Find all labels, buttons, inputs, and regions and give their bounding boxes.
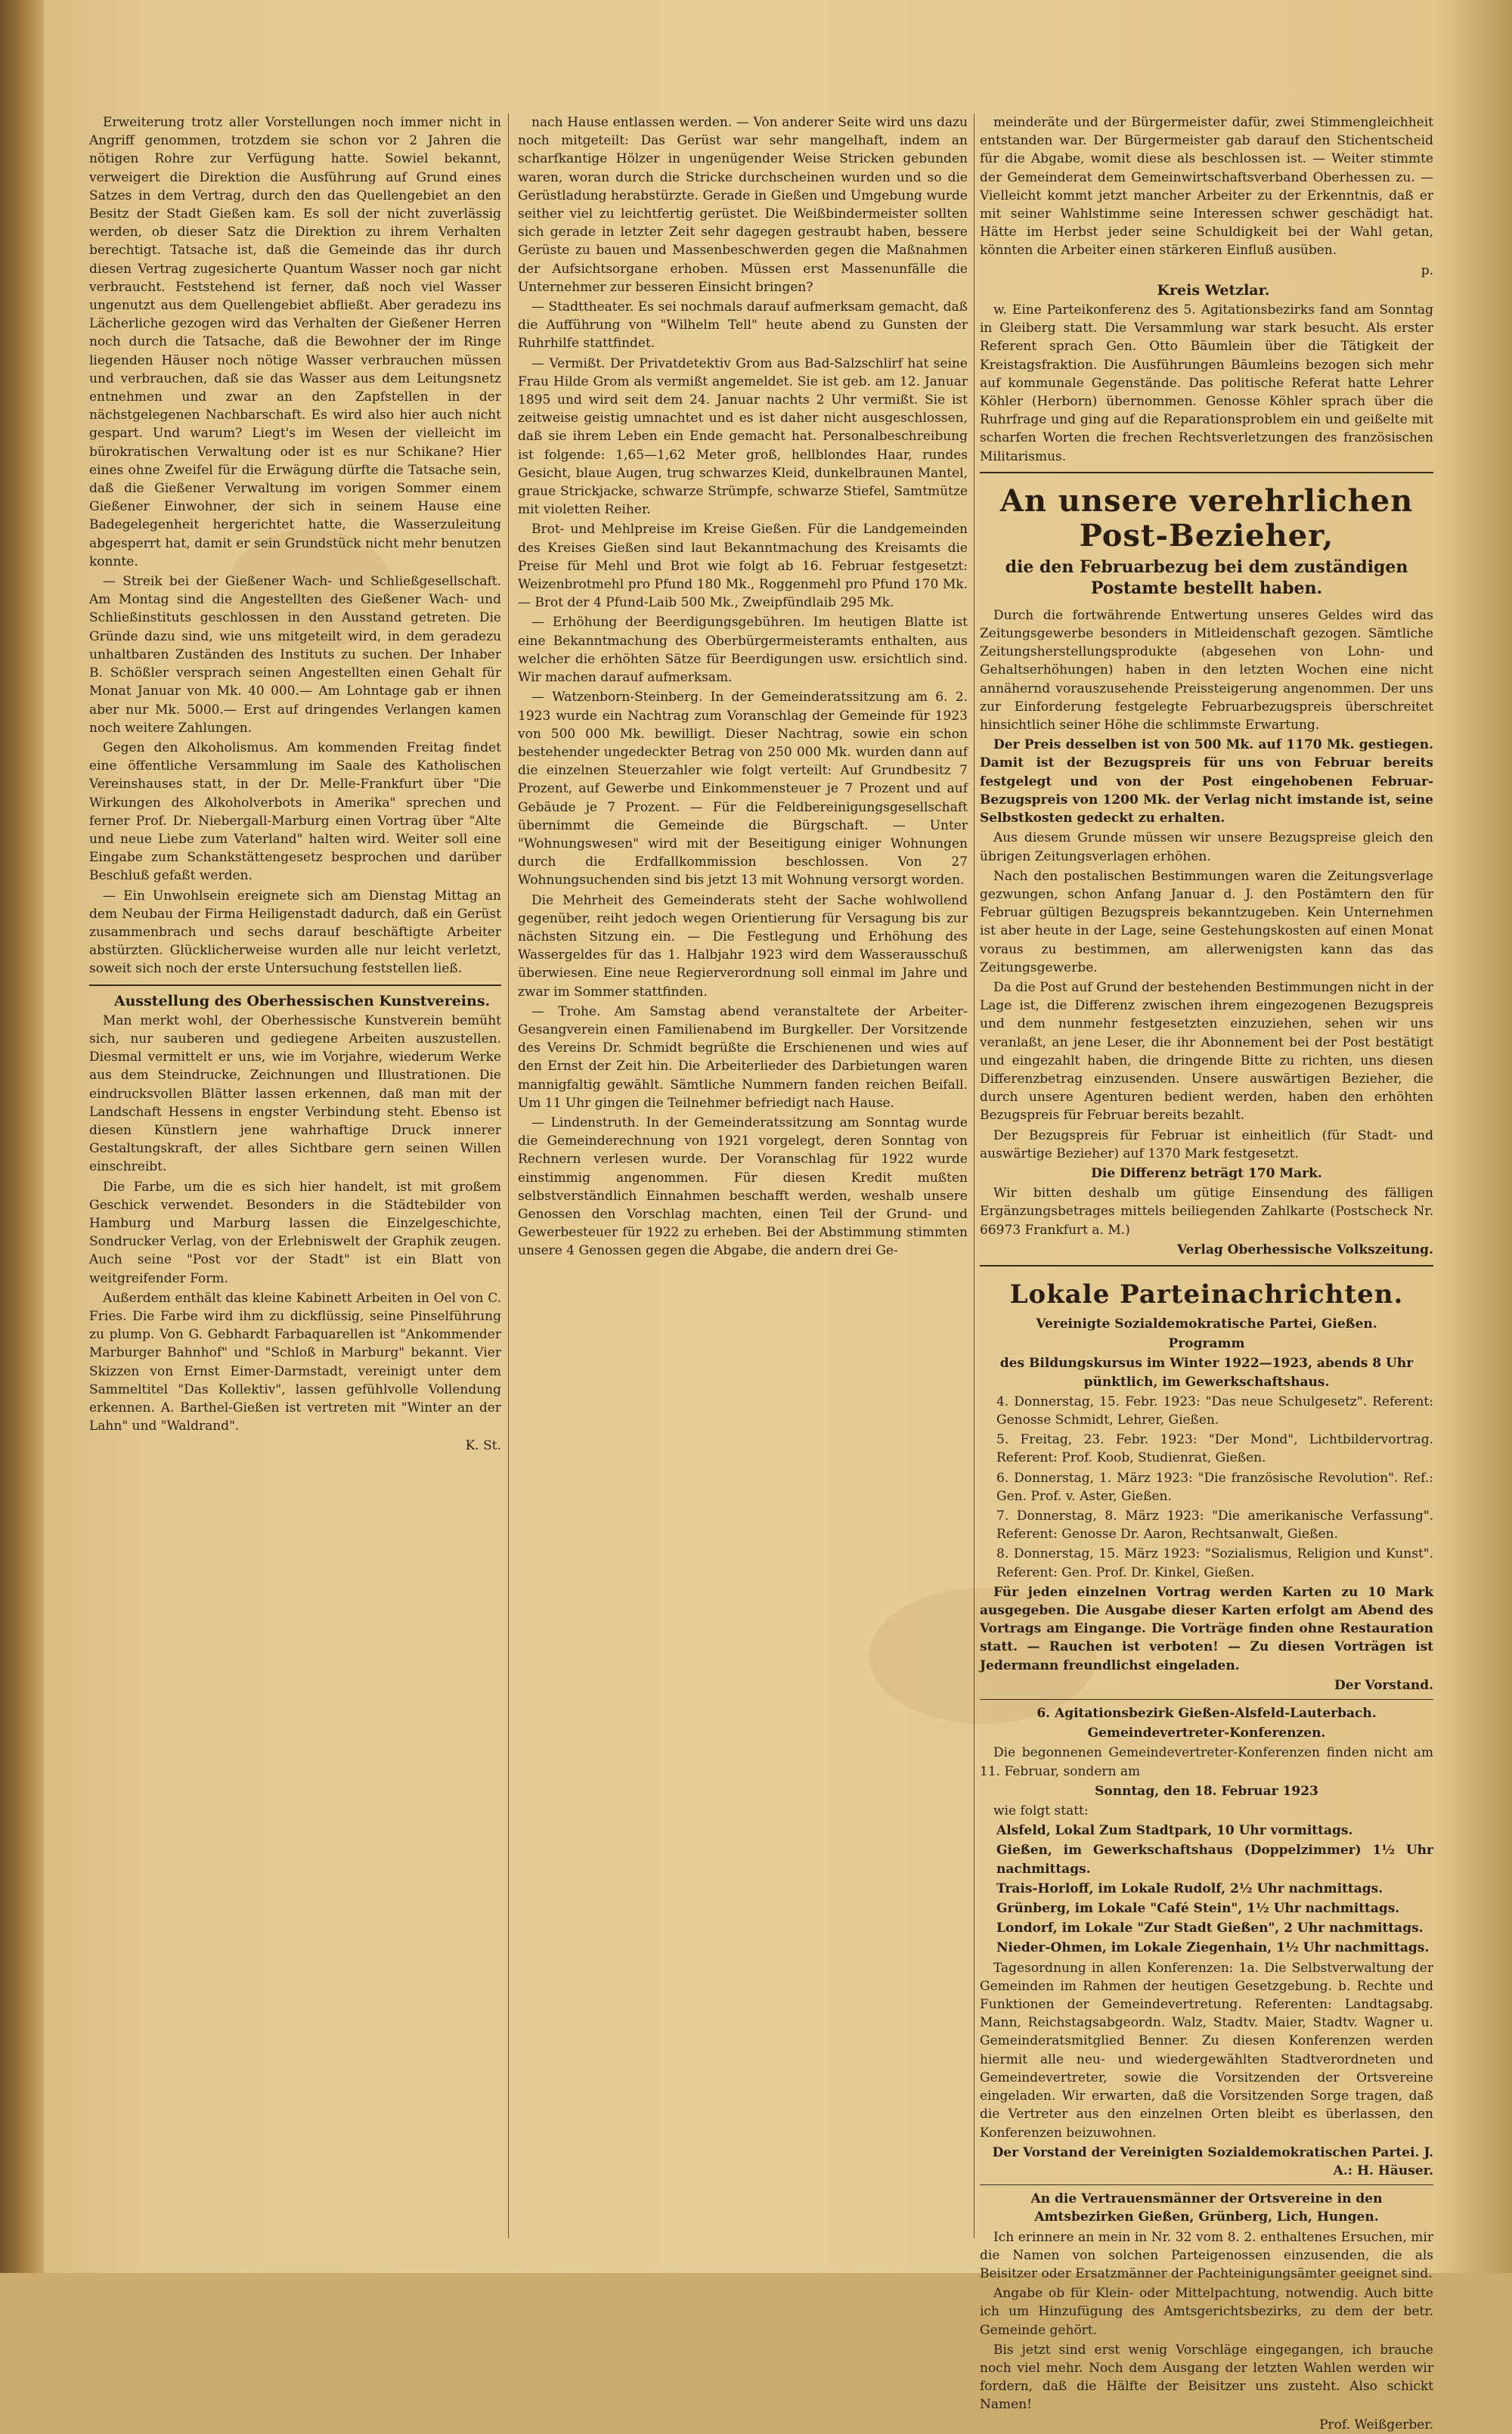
binding-edge (0, 0, 44, 2273)
article-signature: p. (1421, 262, 1433, 278)
district-place: Trais-Horloff, im Lokale Rudolf, 2½ Uhr nachmittags. (996, 1881, 1383, 1896)
notice-paragraph: Der Bezugspreis für Februar ist einheitlich (für Stadt- und auswärtige Bezieher) auf 1370 Mark festgesetzt. (980, 1127, 1433, 1161)
section-divider (980, 2184, 1433, 2185)
article-paragraph: Brot- und Mehlpreise im Kreise Gießen. Für die Landgemeinden des Kreises Gießen sind laut Bekanntmachung des Kreisamts die Preise für Mehl und Brot wie folgt ab 16. Februar festgesetzt: Weizenbrotmehl pro Pfund 180 Mk., Roggenmehl pro Pfund 170 Mk. — Brot der 4 Pfund-Laib 500 Mk., Zweipfündlaib 295 Mk. (518, 522, 968, 611)
exhibit-title: Ausstellung des Oberhessischen Kunstvereins. (113, 992, 491, 1009)
notice-paragraph: Da die Post auf Grund der bestehenden Bestimmungen nicht in der Lage ist, die Differenz zwischen ihrem eingezogenen Bezugspreis und dem nunmehr festgesetzten einzuziehen, sehen wir uns veranlaßt, an jene Leser, die ihr Abonnement bei der Post bestätigt und eingezahlt haben, die dringende Bitte zu richten, uns diesen Differenzbetrag einzusenden. Unsere auswärtigen Bezieher, die durch unsere Agenturen bedient werden, haben den erhöhten Bezugspreis für Februar bereits bezahlt. (980, 979, 1433, 1124)
program-label: Programm (1168, 1336, 1245, 1352)
article-paragraph: — Streik bei der Gießener Wach- und Schließgesellschaft. Am Montag sind die Angestellten des Gießener Wach- und Schließinstituts geschlossen in den Ausstand getreten. Die Gründe dazu sind, wie uns mitgeteilt wird, in dem geradezu unhaltbaren Zuständen des Instituts zu suchen. Der Inhaber B. Schößler versprach seinen Angestellten einen Gehalt für Monat Januar von Mk. 40 000.— Am Lohntage gab er ihnen aber nur Mk. 5000.— Erst auf dringendes Verlangen kamen noch weitere Zahlungen. (89, 574, 501, 736)
notice-difference: Die Differenz beträgt 170 Mark. (1091, 1165, 1322, 1181)
notice-paragraph: Aus diesem Grunde müssen wir unsere Bezugspreise gleich den übrigen Zeitungsverlagen erhöhen. (980, 830, 1433, 864)
section-divider (980, 1699, 1433, 1700)
section-divider (980, 472, 1433, 473)
article-paragraph: Die Mehrheit des Gemeinderats steht der Sache wohlwollend gegenüber, reiht jedoch wegen Orientierung für Versagung bis zur nächsten Sitzung ein. — Die Festlegung und Erhöhung des Wassergeldes für das 1. Halbjahr 1923 wird dem Wasserausschuß überwiesen. Eine neue Regierverordnung soll einmal im Jahre und zwar im Sommer stattfinden. (518, 892, 968, 1000)
local-party-title: Lokale Parteinachrichten. (1009, 1279, 1404, 1310)
notice-paragraph: Durch die fortwährende Entwertung unseres Geldes wird das Zeitungsgewerbe besonders in Mitleidenschaft gezogen. Sämtliche Zeitungsherstellungsprodukte (abgesehen von Lohn- und Gehaltserhöhungen) haben in den letzten Wochen eine nicht annähernd vorauszusehende Preissteigerung angenommen. Der uns zur Einforderung festgelegte Februarbezugspreis überschreitet hinsichtlich seiner Höhe die schlimmste Erwartung. (980, 607, 1433, 733)
district-places-label: wie folgt statt: (993, 1803, 1089, 1819)
section-divider (89, 984, 501, 986)
program-item: 4. Donnerstag, 15. Febr. 1923: "Das neue Schulgesetz". Referent: Genosse Schmidt, Lehrer, Gießen. (996, 1394, 1433, 1428)
program-intro: des Bildungskursus im Winter 1922—1923, abends 8 Uhr pünktlich, im Gewerkschaftshaus. (999, 1356, 1414, 1390)
program-item: 7. Donnerstag, 8. März 1923: "Die amerikanische Verfassung". Referent: Genosse Dr. Aaron, Rechtsanwalt, Gießen. (996, 1508, 1433, 1543)
article-paragraph: — Stadttheater. Es sei nochmals darauf aufmerksam gemacht, daß die Aufführung von "Wilhelm Tell" heute abend zu Gunsten der Ruhrhilfe stattfindet. (518, 299, 968, 352)
article-paragraph: meinderäte und der Bürgermeister dafür, zwei Stimmengleichheit entstanden war. Der Bürgermeister gab darauf den Stichentscheid für die Abgabe, womit diese als beschlossen ist. — Weiter stimmte der Gemeinderat dem Gemeinwirtschaftsverband Oberhessen zu. — Vielleicht kommt jetzt mancher Arbeiter zu der Erkenntnis, daß er mit seiner Wahlstimme seine Interessen schwer geschädigt hat. Hätte im Herbst jeder seine Schuldigkeit bei der Wahl getan, könnten die Arbeiter einen stärkeren Einfluß ausüben. (980, 115, 1433, 259)
district-place: Alsfeld, Lokal Zum Stadtpark, 10 Uhr vormittags. (996, 1823, 1353, 1839)
district-place: Nieder-Ohmen, im Lokale Ziegenhain, 1½ Uhr nachmittags. (996, 1940, 1430, 1956)
notice-signature: Verlag Oberhessische Volkszeitung. (1176, 1242, 1433, 1257)
trustees-signature: Prof. Weißgerber. (1319, 2417, 1433, 2432)
article-paragraph: nach Hause entlassen werden. — Von anderer Seite wird uns dazu noch mitgeteilt: Das Gerüst war sehr mangelhaft, indem an scharfkantige Hölzer in ungenügender Weise Stricken gebunden waren, woran durch die Stricke durchscheinen wurden und so die Gerüstladung herabstürzte. Gerade in Gießen und Umgebung wurde seither viel zu leichtfertig gerüstet. Die Weißbindermeister sollten sich gerade in letzter Zeit sehr dagegen gestraubt haben, bessere Gerüste zu bauen und Massenbeschwerden gegen die Maßnahmen der Aufsichtsorgane erhoben. Müssen erst Massenunfälle die Unternehmer zur besseren Einsicht bringen? (518, 115, 968, 295)
trustees-paragraph: Bis jetzt sind erst wenig Vorschläge eingegangen, ich brauche noch viel mehr. Noch dem Ausgang der letzten Wahlen werden wir fordern, daß die Hälfte der Beisitzer uns zusteht. Also schickt Namen! (980, 2342, 1433, 2413)
district-title: 6. Agitationsbezirk Gießen-Alsfeld-Lauterbach. (1036, 1706, 1377, 1722)
exhibit-signature: K. St. (465, 1438, 501, 1454)
notice-title: An unsere verehrlichen Post-Bezieher, (999, 482, 1414, 553)
article-paragraph: Gegen den Alkoholismus. Am kommenden Freitag findet eine öffentliche Versammlung im Saale des Katholischen Vereinshauses statt, in der Dr. Melle-Frankfurt über "Die Wirkungen des Alkoholverbots in Amerika" sprechen und ferner Prof. Dr. Niebergall-Marburg einen Vortrag über "Alte und neue Liebe zum Vaterland" halten wird. Weiter soll eine Eingabe zum Schankstättengesetz besprochen und darüber Beschluß gefaßt werden. (89, 740, 501, 884)
notice-paragraph: Der Preis desselben ist von 500 Mk. auf 1170 Mk. gestiegen. Damit ist der Bezugspreis für uns von Februar bereits festgelegt und von der Post eingehobenen Februar-Bezugspreis von 1200 Mk. der Verlag nicht imstande ist, seine Selbstkosten gedeckt zu erhalten. (980, 737, 1433, 826)
trustees-title: An die Vertrauensmänner der Ortsvereine in den Amtsbezirken Gießen, Grünberg, Lich, Hungen. (1030, 2191, 1383, 2225)
article-paragraph: — Ein Unwohlsein ereignete sich am Dienstag Mittag an dem Neubau der Firma Heiligenstadt dadurch, daß ein Gerüst zusammenbrach und sechs darauf beschäftigte Arbeiter abstürzten. Glücklicherweise wurden alle nur leicht verletzt, soweit sich noch der erste Untersuchung feststellen ließ. (89, 888, 501, 977)
column-right (980, 113, 1433, 2432)
article-paragraph: — Watzenborn-Steinberg. In der Gemeinderatssitzung am 6. 2. 1923 wurde ein Nachtrag zum Voranschlag der Gemeinde für 1923 von 500 000 Mk. bewilligt. Dieser Nachtrag, sowie ein schon bestehender ungedeckter Betrag von 250 000 Mk. wurden dann auf die einzelnen Steuerzahler wie folgt verteilt: Auf Grundbesitz 7 Prozent, auf Gewerbe und Einkommensteuer je 7 Prozent und auf Gebäude je 7 Prozent. — Für die Feldbereinigungsgesellschaft übernimmt die Gemeinde die Bürgschaft. — Unter "Wohnungswesen" wird mit der Beseitigung einiger Wohnungen durch die Erdfallkommission beschlossen. Von 27 Wohnungsuchenden sind bis jetzt 13 mit Wohnung versorgt worden. (518, 690, 968, 888)
notice-paragraph: Wir bitten deshalb um gütige Einsendung des fälligen Ergänzungsbetrages mittels beiliegenden Zahlkarte (Postscheck Nr. 66973 Frankfurt a. M.) (980, 1186, 1433, 1238)
article-paragraph: w. Eine Parteikonferenz des 5. Agitationsbezirks fand am Sonntag in Gleiberg statt. Die Versammlung war stark besucht. Als erster Referent sprach Gen. Otto Bäumlein über die Tätigkeit der Kreistagsfraktion. Die Ausführungen Bäumleins bezogen sich mehr auf kommunale Gegenstände. Das politische Referat hatte Lehrer Köhler (Herborn) übernommen. Genosse Köhler sprach über die Ruhrfrage und ging auf die Reparationsproblem ein und geißelte mit scharfen Worten die frechen Rechtsverletzungen des französischen Militarismus. (980, 302, 1433, 464)
article-paragraph: — Erhöhung der Beerdigungsgebühren. Im heutigen Blatte ist eine Bekanntmachung des Oberbürgermeisteramts enthalten, aus welcher die erhöhten Sätze für Beerdigungen usw. ersichtlich sind. Wir machen darauf aufmerksam. (518, 615, 968, 686)
article-paragraph: Man merkt wohl, der Oberhessische Kunstverein bemüht sich, nur sauberen und gediegene Arbeiten auszustellen. Diesmal vermittelt er uns, wie im Vorjahre, wiederum Werke aus dem Steindrucke, Zeichnungen und Illustrationen. Die eindrucksvollen Blätter lassen erkennen, daß man mit der Landschaft Hessens in engster Verbindung steht. Ebenso ist diesen Künstlern jene wahrhaftige Druck innerer Gestaltungskraft, der alles Sichtbare gern seinen Willen einschreibt. (89, 1012, 501, 1175)
section-heading-wetzlar: Kreis Wetzlar. (1157, 281, 1270, 299)
column-left (89, 113, 501, 2243)
district-subtitle: Gemeindevertreter-Konferenzen. (1087, 1726, 1326, 1741)
column-middle (518, 113, 968, 2243)
program-item: 8. Donnerstag, 15. März 1923: "Sozialismus, Religion und Kunst". Referent: Gen. Prof. Dr. Kinkel, Gießen. (996, 1546, 1433, 1580)
program-note: Für jeden einzelnen Vortrag werden Karten zu 10 Mark ausgegeben. Die Ausgabe dieser Karten erfolgt am Abend des Vortrags am Eingange. Die Vorträge finden ohne Restauration statt. — Rauchen ist verboten! — Zu diesen Vorträgen ist Jedermann freundlichst eingeladen. (980, 1584, 1433, 1673)
column-rule (508, 113, 509, 2238)
notice-paragraph: Nach den postalischen Bestimmungen waren die Zeitungsverlage gezwungen, schon Anfang Januar d. J. den Postämtern den für Februar gültigen Bezugspreis bekanntzugeben. Kein Unternehmen ist aber heute in der Lage, seine Gestehungskosten auf einen Monat voraus zu bestimmen, am allerwenigsten kann das das Zeitungsgewerbe. (980, 868, 1433, 975)
trustees-paragraph: Angabe ob für Klein- oder Mittelpachtung, notwendig. Auch bitte ich um Hinzufügung des Amtsgerichtsbezirks, zu dem der betr. Gemeinde gehört. (980, 2286, 1433, 2338)
article-paragraph: — Trohe. Am Samstag abend veranstaltete der Arbeiter-Gesangverein einen Familienabend im Burgkeller. Der Vorsitzende des Vereins Dr. Schmidt begrüßte die Erschienenen und wies auf den Ernst der Zeit hin. Die Arbeiterlieder des Darbietungen waren mannigfaltig gewählt. Sämtliche Nummern fanden reichen Beifall. Um 11 Uhr gingen die Teilnehmer befriedigt nach Hause. (518, 1003, 968, 1111)
section-divider (980, 1265, 1433, 1267)
article-paragraph: Erweiterung trotz aller Vorstellungen noch immer nicht in Angriff genommen, trotzdem sie schon vor 2 Jahren die nötigen Rohre zur Verfügung hatte. Sowiel bekannt, verweigert die Direktion die Ausführung auf Grund eines Satzes in dem Vertrag, durch den das Quellengebiet an den Besitz der Stadt Gießen kam. Es soll der nicht zuverlässig werden, ob dieser Satz die Direktion zu ihrem Verhalten berechtigt. Tatsache ist, daß die Gemeinde das ihr durch diesen Vertrag zugesicherte Quantum Wasser noch gar nicht verbraucht. Feststehend ist ferner, daß noch viel Wasser ungenutzt aus dem Quellengebiet abfließt. Aber geradezu ins Lächerliche gezogen wird das Verhalten der Gießener Herren noch durch die Tatsache, daß die Bewohner der im Ringe liegenden Häuser noch nötige Wasser verbrauchen müssen und verbrauchen, daß sie das Wasser aus dem Leitungsnetz entnehmen und zwar an den Zapfstellen in der nächstgelegenen Nachbarschaft. Es wird also hier auch nicht gespart. Und warum? Liegt's im Wesen der vielleicht im bürokratischen Verwaltung oder ist es nur Schikane? Hier eines ohne Zweifel für die Erwägung dürfte die Tatsache sein, daß die Gießener Verwaltung im vorigen Sommer einem Gießener Einwohner, der sich in seinem Hause eine Badegelegenheit hergerichtet hatte, die Wasserzuleitung abgesperrt hat, damit er sein Grundstück nicht mehr benutzen konnte. (89, 115, 501, 569)
trustees-paragraph: Ich erinnere an mein in Nr. 32 vom 8. 2. enthaltenes Ersuchen, mir die Namen von solchen Parteigenossen einzusenden, die als Beisitzer oder Ersatzmänner der Pachteinigungsämter geeignet sind. (980, 2229, 1433, 2281)
article-paragraph: — Vermißt. Der Privatdetektiv Grom aus Bad-Salzschlirf hat seine Frau Hilde Grom als vermißt angemeldet. Sie ist geb. am 12. Januar 1895 und wird seit dem 24. Januar nachts 2 Uhr vermißt. Sie ist zeitweise geistig umnachtet und es ist daher nicht ausgeschlossen, daß sie ihrem Leben ein Ende gemacht hat. Personalbeschreibung ist folgende: 1,65—1,62 Meter groß, hellblondes Haar, rundes Gesicht, blaue Augen, trug schwarzes Kleid, dunkelbraunen Mantel, graue Strickjacke, schwarze Strümpfe, schwarze Stiefel, Samtmütze mit violetten Reiher. (518, 355, 968, 518)
district-place: Gießen, im Gewerkschaftshaus (Doppelzimmer) 1½ Uhr nachmittags. (996, 1843, 1433, 1877)
district-intro: Die begonnenen Gemeindevertreter-Konferenzen finden nicht am 11. Februar, sondern am (980, 1745, 1433, 1779)
district-place: Grünberg, im Lokale "Café Stein", 1½ Uhr nachmittags. (996, 1901, 1400, 1917)
program-item: 6. Donnerstag, 1. März 1923: "Die französische Revolution". Ref.: Gen. Prof. v. Aster, Gießen. (996, 1470, 1433, 1504)
district-date: Sonntag, den 18. Februar 1923 (1095, 1783, 1318, 1799)
district-agenda: Tagesordnung in allen Konferenzen: 1a. Die Selbstverwaltung der Gemeinden im Rahmen der heutigen Gesetzgebung. b. Rechte und Funktionen der Gemeindevertretung. Referenten: Landtagsabg. Mann, Reichstagsabgeordn. Walz, Stadtv. Maier, Stadtv. Wagner u. Gemeinderatsmitglied Benner. Zu diesen Konferenzen werden hiermit alle neu- und wiedergewählten Stadtverordneten und Gemeindevertreter, sowie die Vorsitzenden der Ortsvereine eingeladen. Wir erwarten, daß die Vorsitzenden Sorge tragen, daß die Vertreter aus den einzelnen Orten bleibt es überlassen, den Konferenzen beizuwohnen. (980, 1960, 1433, 2141)
article-paragraph: Außerdem enthält das kleine Kabinett Arbeiten in Oel von C. Fries. Die Farbe wird ihm zu dickflüssig, seine Pinselführung zu plump. Von G. Gebhardt Farbaquarellen ist "Ankommender Marburger Bahnhof" und "Schloß in Marburg" bekannt. Vier Skizzen von Ernst Eimer-Darmstadt, vereinigt unter dem Sammeltitel "Das Kollektiv", lassen gefühlvolle Vollendung erkennen. A. Barthel-Gießen ist vertreten mit "Winter an der Lahn" und "Waldrand". (89, 1290, 501, 1434)
notice-subtitle: die den Februarbezug bei dem zuständigen Postamte bestellt haben. (1005, 557, 1408, 598)
program-signature: Der Vorstand. (1334, 1677, 1433, 1693)
local-party-subtitle: Vereinigte Sozialdemokratische Partei, Gießen. (1036, 1316, 1377, 1332)
program-item: 5. Freitag, 23. Febr. 1923: "Der Mond", Lichtbildervortrag. Referent: Prof. Koob, Studienrat, Gießen. (996, 1432, 1433, 1466)
district-place: Londorf, im Lokale "Zur Stadt Gießen", 2 Uhr nachmittags. (996, 1921, 1424, 1936)
article-paragraph: Die Farbe, um die es sich hier handelt, ist mit großem Geschick verwendet. Besonders in die Städtebilder von Hamburg und Marburg lassen die Einzelgeschichte, Sondrucker Verlag, von der Erlebniswelt der Graphik zeugen. Auch seine "Post vor der Stadt" ist ein Blatt von weitgreifender Form. (89, 1179, 501, 1286)
article-paragraph: — Lindenstruth. In der Gemeinderatssitzung am Sonntag wurde die Gemeinderechnung von 1921 vorgelegt, deren Sonntag von Rechnern verlesen wurde. Der Voranschlag für 1922 wurde einstimmig angenommen. Für diesen Kredit mußten selbstverständlich Einnahmen beschafft werden, weshalb unsere Genossen den Vorschlag machten, einen Teil der Grund- und Gewerbesteuer für 1922 zu erheben. Bei der Abstimmung stimmten unsere 4 Genossen gegen die Abgabe, die andern drei Ge- (518, 1115, 968, 1259)
district-signature: Der Vorstand der Vereinigten Sozialdemokratischen Partei. J. A.: H. Häuser. (992, 2144, 1433, 2178)
